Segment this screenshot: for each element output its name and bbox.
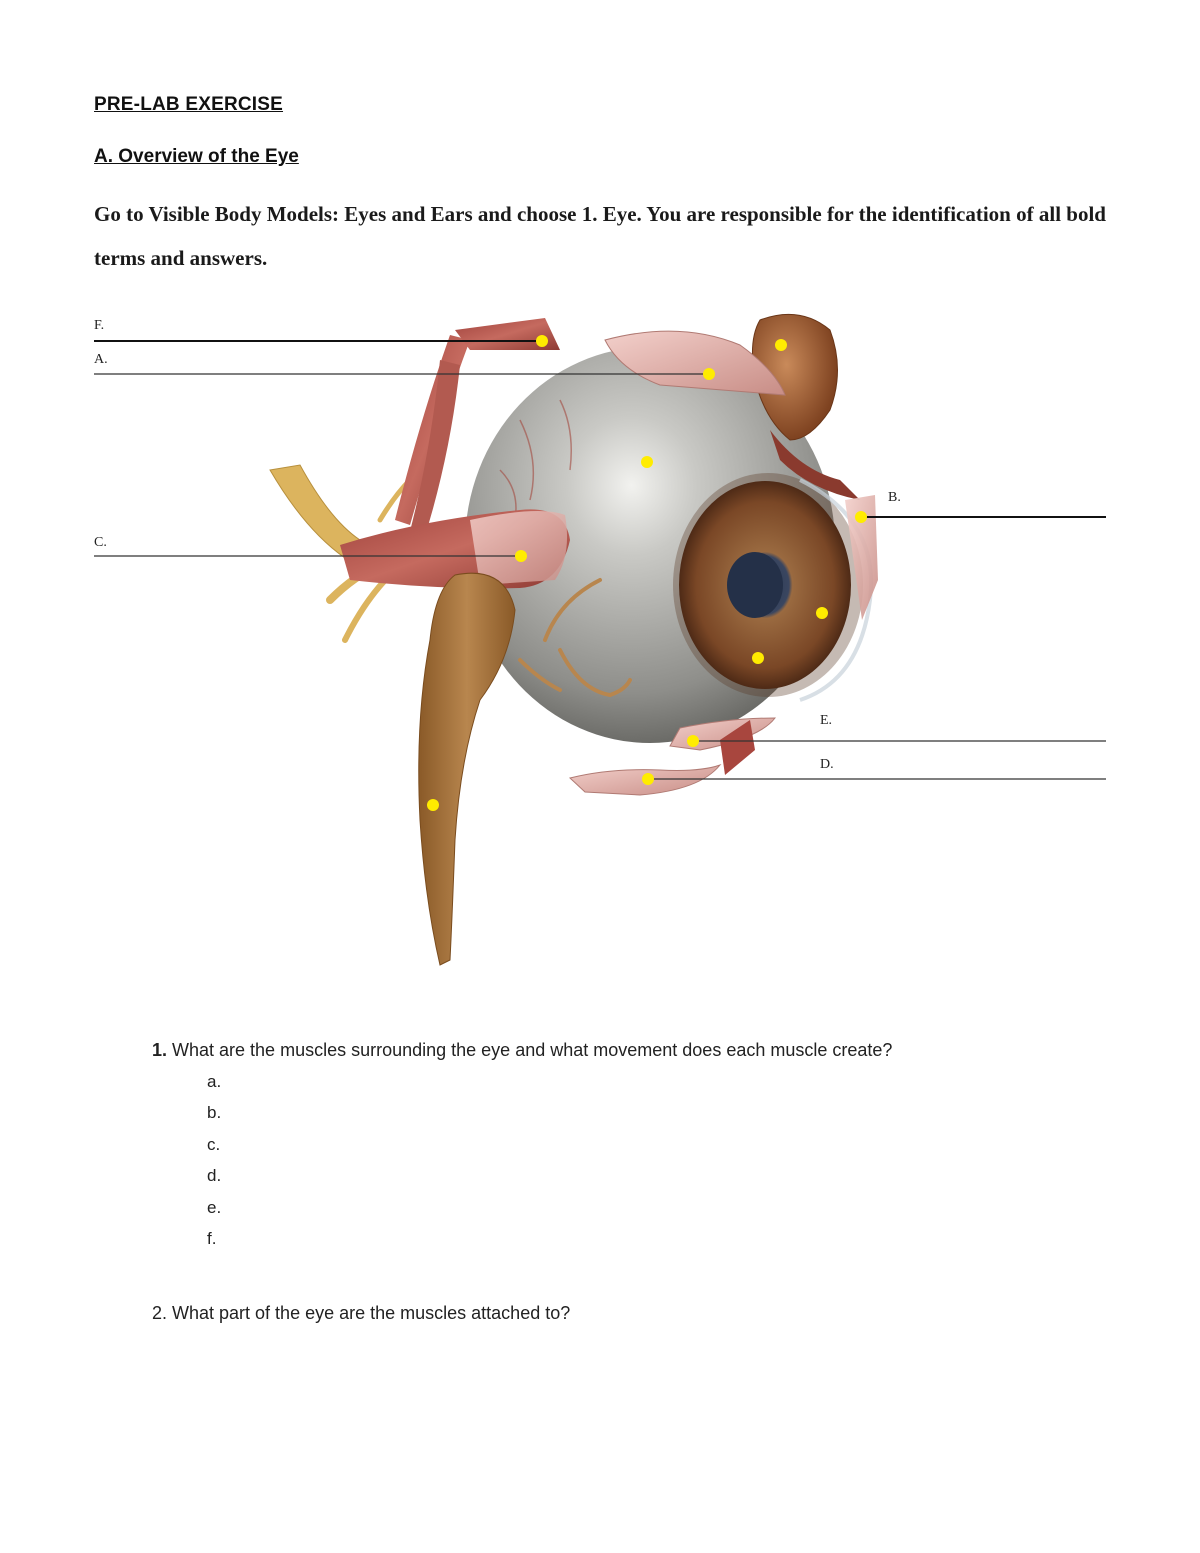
question-2: 2. What part of the eye are the muscles attached to?	[152, 1303, 571, 1323]
answer-item-f: f.	[207, 1229, 217, 1248]
question-1	[152, 1040, 892, 1061]
marker-optic-nerve	[427, 799, 439, 811]
marker-D	[642, 773, 654, 785]
marker-sclera	[641, 456, 653, 468]
label-E: E.	[820, 713, 833, 728]
marker-gland	[775, 339, 787, 351]
marker-E	[687, 735, 699, 747]
marker-pupil	[752, 652, 764, 664]
marker-iris	[816, 607, 828, 619]
label-D: D.	[820, 757, 834, 772]
question-1-number: 1.	[152, 1040, 168, 1060]
marker-F	[536, 335, 548, 347]
answer-item-a: a.	[207, 1072, 222, 1091]
label-F: F.	[94, 318, 105, 333]
answer-item-c: c.	[207, 1135, 221, 1154]
label-B: B.	[888, 490, 901, 505]
marker-A	[703, 368, 715, 380]
answer-item-d: d.	[207, 1166, 222, 1185]
label-A: A.	[94, 352, 108, 367]
question-1-text: What are the muscles surrounding the eye and what movement does each muscle create?	[167, 1040, 893, 1060]
optic-nerve	[419, 573, 515, 965]
answer-item-e: e.	[207, 1198, 222, 1217]
label-C: C.	[94, 535, 107, 550]
section-heading: A. Overview of the Eye	[94, 146, 299, 167]
marker-C	[515, 550, 527, 562]
marker-B	[855, 511, 867, 523]
answer-item-b: b.	[207, 1103, 222, 1122]
cornea-iris	[673, 473, 878, 700]
intro-paragraph: Go to Visible Body Models: Eyes and Ears and choose 1. Eye. You are responsible for the identification of all bold terms and answers.	[94, 202, 1106, 270]
page-title: PRE-LAB EXERCISE	[94, 94, 284, 115]
